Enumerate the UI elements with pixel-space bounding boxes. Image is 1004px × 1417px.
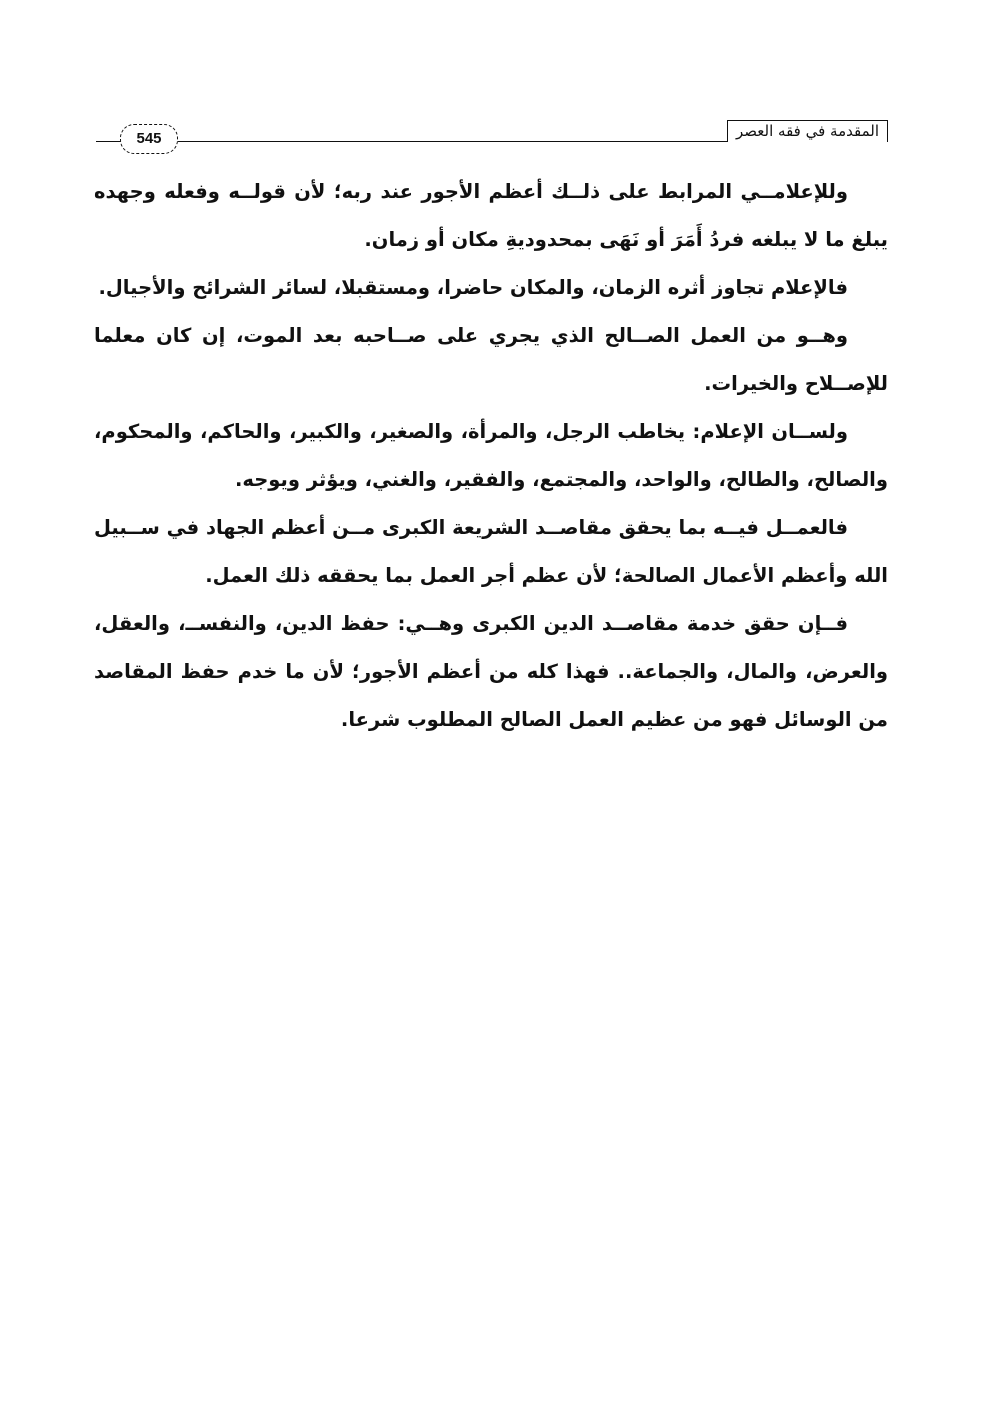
paragraph-1: وللإعلامــي المرابط على ذلــك أعظم الأجور عند ربه؛ لأن قولــه وفعله وجهده يبلغ ما لا يبلغه فردُ أَمَرَ أو نَهَى بمحدوديةِ مكان أو زمان. — [94, 180, 888, 251]
body-text — [94, 168, 888, 744]
book-title: المقدمة في فقه العصر — [727, 120, 888, 142]
paragraph-5: فالعمــل فيــه بما يحقق مقاصــد الشريعة الكبرى مــن أعظم الجهاد في ســبيل الله وأعظم الأعمال الصالحة؛ لأن عظم أجر العمل بما يحققه ذلك العمل. — [94, 516, 888, 587]
paragraph-2: فالإعلام تجاوز أثره الزمان، والمكان حاضرا، ومستقبلا، لسائر الشرائح والأجيال. — [98, 276, 848, 299]
running-header — [96, 118, 888, 154]
paragraph-3: وهــو من العمل الصــالح الذي يجري على صــاحبه بعد الموت، إن كان معلما للإصــلاح والخيرات. — [94, 324, 888, 395]
paragraph-6: فــإن حقق خدمة مقاصــد الدين الكبرى وهــي: حفظ الدين، والنفســ، والعقل، والعرض، والمال، والجماعة.. فهذا كله من أعظم الأجور؛ لأن ما خدم حفظ المقاصد من الوسائل فهو من عظيم العمل الصالح المطلوب شرعا. — [94, 612, 888, 731]
paragraph-4: ولســان الإعلام: يخاطب الرجل، والمرأة، والصغير، والكبير، والحاكم، والمحكوم، والصالح، والطالح، والواحد، والمجتمع، والفقير، والغني، ويؤثر ويوجه. — [94, 420, 888, 491]
page-number: 545 — [120, 124, 178, 154]
